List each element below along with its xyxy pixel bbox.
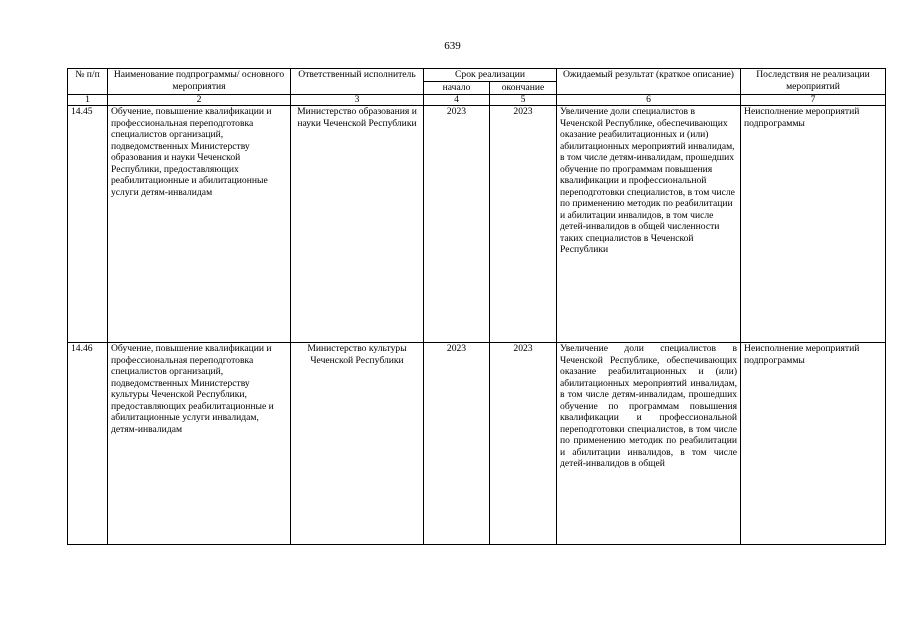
measure-name: Обучение, повышение квалификации и профессиональная переподготовка специалистов организаций, подведомственных Министерству образования и науки Чеченской Республики, предоставляющих реабилитационные и абилитационные услуги детям-инвалидам [108, 106, 291, 343]
measure-name: Обучение, повышение квалификации и профессиональная переподготовка специалистов организаций, подведомственных Министерству культуры Чеченской Республики, предоставляющих реабилитационные и абилитационные услуги инвалидам, детям-инвалидам [108, 343, 291, 545]
row-number: 14.45 [68, 106, 108, 343]
header-start: начало [424, 82, 490, 95]
header-term: Срок реализации [424, 69, 557, 82]
header-consequences: Последствия не реализации мероприятий [741, 69, 886, 95]
header-name: Наименование подпрограммы/ основного мероприятия [108, 69, 291, 95]
column-number: 5 [490, 95, 557, 106]
executor: Министерство образования и науки Чеченской Республики [291, 106, 424, 343]
consequences: Неисполнение мероприятий подпрограммы [741, 106, 886, 343]
expected-result: Увеличение доли специалистов в Чеченской Республике, обеспечивающих оказание реабилитационных и (или) абилитационных мероприятий инвалидам, в том числе детям-инвалидам, прошедших обучение по программам повышения квалификации и профессиональной переподготовки специалистов, в том числе по применению методик по реабилитации и абилитации инвалидов, в том числе детей-инвалидов в общей численности таких специалистов в Чеченской Республики [557, 106, 741, 343]
header-num: № п/п [68, 69, 108, 95]
column-number: 7 [741, 95, 886, 106]
column-number-row [68, 95, 886, 106]
row-number: 14.46 [68, 343, 108, 545]
page-number: 639 [444, 40, 461, 52]
end-year: 2023 [490, 343, 557, 545]
header-executor: Ответственный исполнитель [291, 69, 424, 95]
header-row [68, 69, 886, 82]
expected-result-text: Увеличение доли специалистов в Чеченской Республике, обеспечивающих оказание реабилитационных и (или) абилитационных мероприятий инвалидам, в том числе детям-инвалидам, прошедших обучение по программам повышения квалификации и профессиональной переподготовки специалистов, в том числе по применению методик по реабилитации и абилитации инвалидов, в том числе детей-инвалидов в общей [560, 343, 738, 469]
consequences: Неисполнение мероприятий подпрограммы [741, 343, 886, 545]
start-year: 2023 [424, 106, 490, 343]
executor: Министерство культуры Чеченской Республики [291, 343, 424, 545]
end-year: 2023 [490, 106, 557, 343]
header-end: окончание [490, 82, 557, 95]
column-number: 1 [68, 95, 108, 106]
column-number: 6 [557, 95, 741, 106]
expected-result [557, 343, 741, 545]
table-row [68, 106, 886, 343]
header-result: Ожидаемый результат (краткое описание) [557, 69, 741, 95]
column-number: 2 [108, 95, 291, 106]
column-number: 4 [424, 95, 490, 106]
table-row [68, 343, 886, 545]
start-year: 2023 [424, 343, 490, 545]
column-number: 3 [291, 95, 424, 106]
measures-table [67, 68, 886, 545]
